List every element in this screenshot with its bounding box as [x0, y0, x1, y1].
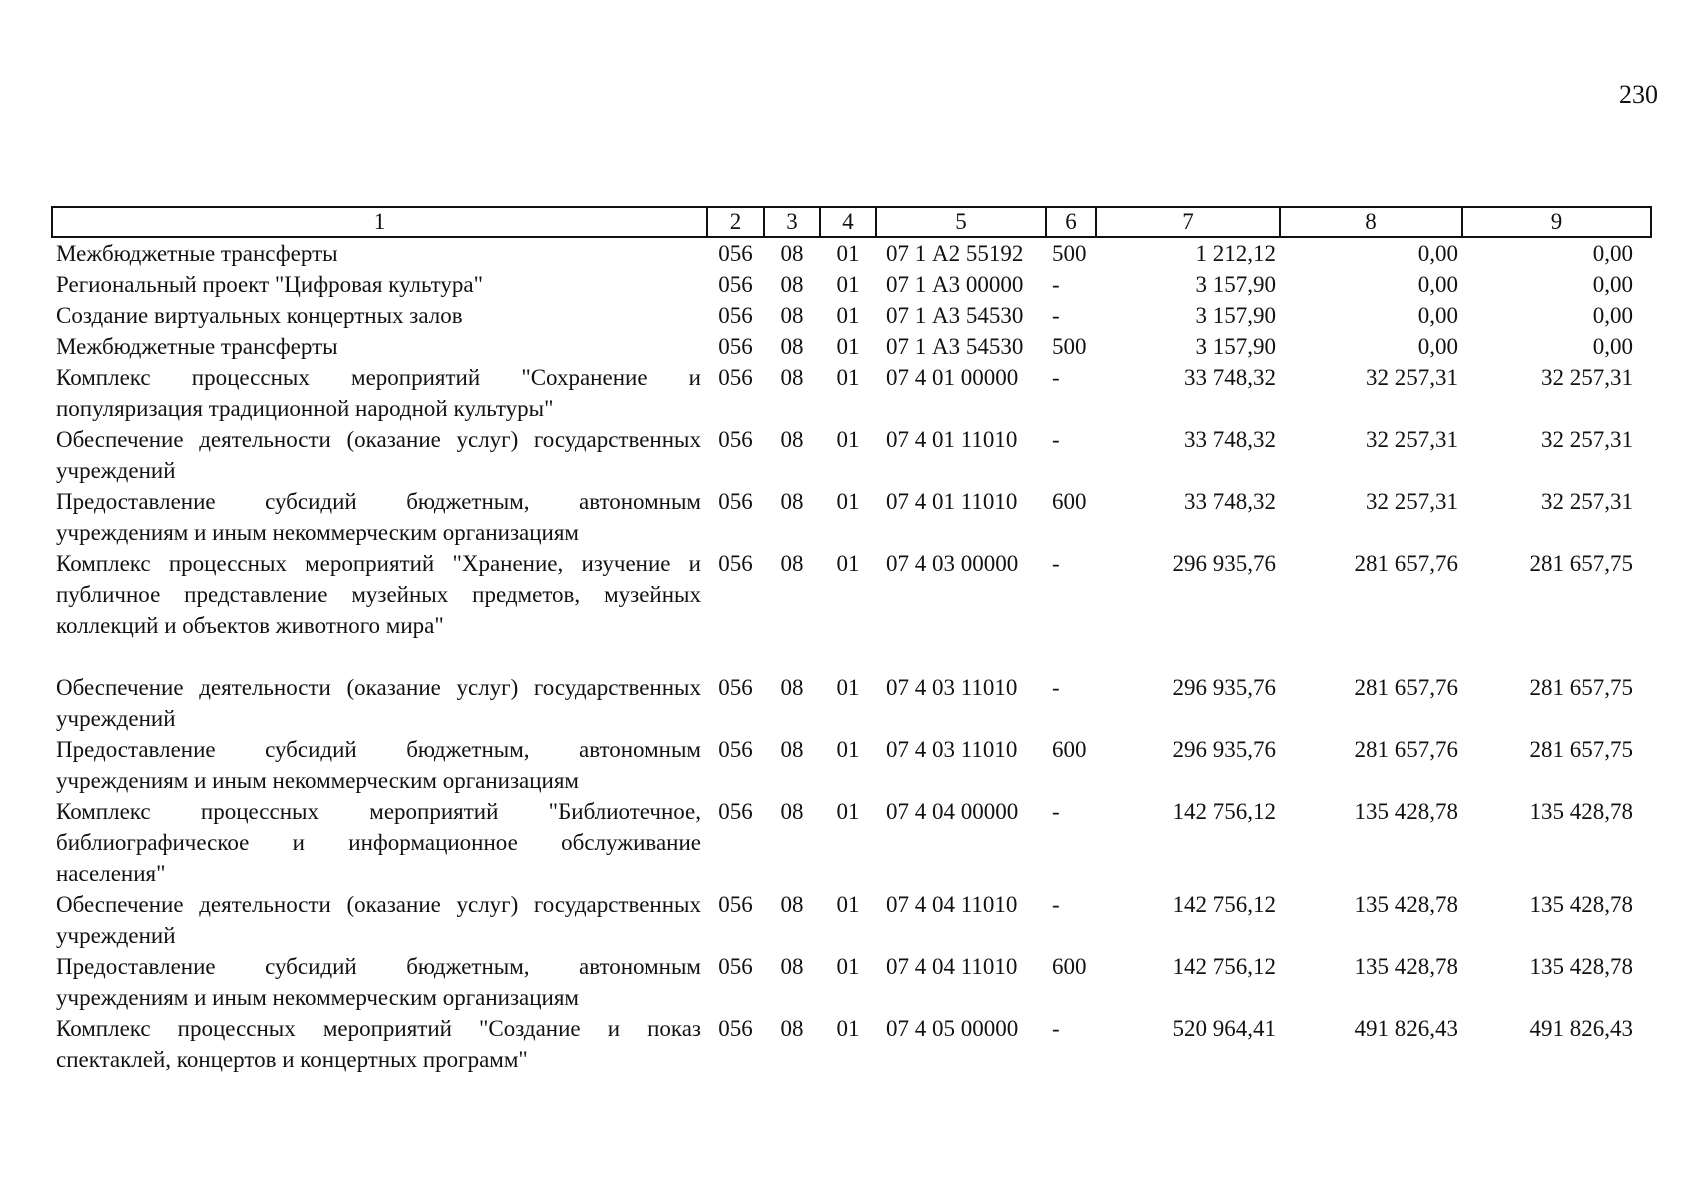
table-cell: 01 [836, 489, 860, 514]
table-cell: 142 756,12 [1172, 892, 1276, 917]
table-cell: - [1052, 892, 1060, 917]
budget-table [51, 206, 1652, 1075]
column-header: 3 [764, 207, 820, 237]
table-cell: - [1052, 799, 1060, 824]
table-cell: 08 [780, 675, 804, 700]
table-cell: 32 257,31 [1366, 489, 1458, 514]
table-cell: 0,00 [1592, 241, 1633, 266]
table-cell: - [1052, 303, 1060, 328]
table-cell: 07 4 01 00000 [886, 365, 1019, 390]
table-cell: 08 [780, 334, 804, 359]
column-header: 6 [1046, 207, 1096, 237]
table-cell: 3 157,90 [1195, 334, 1276, 359]
table-cell: 281 657,76 [1354, 737, 1458, 762]
table-cell: 500 [1052, 334, 1087, 359]
table-cell: 01 [836, 737, 860, 762]
row-label: Межбюджетные трансферты [56, 334, 338, 359]
row-label: Предоставление субсидий бюджетным, автономным учреждениям и иным некоммерческим организациям [56, 954, 701, 1010]
table-cell: 3 157,90 [1195, 303, 1276, 328]
table-row [52, 734, 1651, 796]
table-cell: 01 [836, 241, 860, 266]
table-row [52, 486, 1651, 548]
table-header-row [52, 207, 1651, 237]
table-cell: 0,00 [1592, 334, 1633, 359]
table-cell: 08 [780, 954, 804, 979]
table-cell: 07 1 А3 54530 [886, 334, 1024, 359]
table-cell: 07 4 04 11010 [886, 892, 1018, 917]
table-cell: 281 657,76 [1354, 675, 1458, 700]
table-cell: 07 4 04 00000 [886, 799, 1019, 824]
table-cell: 32 257,31 [1366, 365, 1458, 390]
table-cell: 08 [780, 272, 804, 297]
table-cell: 08 [780, 551, 804, 576]
table-cell: 600 [1052, 489, 1087, 514]
table-cell: 07 4 03 11010 [886, 737, 1018, 762]
table-row [52, 1013, 1651, 1075]
table-cell: 07 1 А2 55192 [886, 241, 1024, 266]
table-cell: 520 964,41 [1172, 1016, 1276, 1041]
table-cell: 08 [780, 489, 804, 514]
table-cell: 01 [836, 334, 860, 359]
table-row [52, 796, 1651, 889]
table-cell: 600 [1052, 954, 1087, 979]
table-cell: 01 [836, 303, 860, 328]
table-cell: 01 [836, 892, 860, 917]
table-row [52, 548, 1651, 672]
table-cell: - [1052, 1016, 1060, 1041]
table-cell: 01 [836, 272, 860, 297]
table-cell: 0,00 [1417, 272, 1458, 297]
table-cell: 08 [780, 892, 804, 917]
table-cell: - [1052, 551, 1060, 576]
table-cell: 3 157,90 [1195, 272, 1276, 297]
column-header: 8 [1280, 207, 1462, 237]
column-header: 7 [1096, 207, 1280, 237]
table-cell: 056 [718, 241, 753, 266]
table-cell: 32 257,31 [1541, 427, 1633, 452]
table-cell: 135 428,78 [1529, 954, 1633, 979]
row-label: Обеспечение деятельности (оказание услуг) государственных учреждений [56, 427, 701, 483]
table-cell: 142 756,12 [1172, 799, 1276, 824]
table-cell: 491 826,43 [1354, 1016, 1458, 1041]
column-header: 9 [1462, 207, 1651, 237]
table-cell: 08 [780, 799, 804, 824]
table-cell: 32 257,31 [1541, 489, 1633, 514]
row-label: Межбюджетные трансферты [56, 241, 338, 266]
table-cell: 056 [718, 675, 753, 700]
table-cell: 01 [836, 799, 860, 824]
row-label: Комплекс процессных мероприятий "Сохранение и популяризация традиционной народной культуры" [56, 365, 701, 421]
table-cell: 07 4 04 11010 [886, 954, 1018, 979]
table-cell: - [1052, 365, 1060, 390]
table-cell: 0,00 [1417, 303, 1458, 328]
table-cell: 08 [780, 303, 804, 328]
table-cell: - [1052, 427, 1060, 452]
table-cell: 33 748,32 [1184, 427, 1276, 452]
table-cell: 0,00 [1592, 303, 1633, 328]
column-header: 1 [52, 207, 707, 237]
table-cell: 296 935,76 [1172, 551, 1276, 576]
table-cell: 135 428,78 [1529, 799, 1633, 824]
table-cell: 056 [718, 427, 753, 452]
table-cell: 056 [718, 551, 753, 576]
table-cell: 01 [836, 675, 860, 700]
table-cell: 01 [836, 427, 860, 452]
table-cell: 07 4 05 00000 [886, 1016, 1019, 1041]
table-row [52, 269, 1651, 300]
table-cell: 296 935,76 [1172, 675, 1276, 700]
table-cell: 500 [1052, 241, 1087, 266]
table-cell: 01 [836, 954, 860, 979]
table-body [52, 237, 1651, 1075]
row-label: Обеспечение деятельности (оказание услуг) государственных учреждений [56, 675, 701, 731]
row-label: Региональный проект "Цифровая культура" [56, 272, 483, 297]
table-cell: 296 935,76 [1172, 737, 1276, 762]
row-label: Комплекс процессных мероприятий "Библиотечное, библиографическое и информационное обслуживание населения" [56, 799, 701, 886]
table-cell: 08 [780, 365, 804, 390]
table-cell: 281 657,75 [1529, 675, 1633, 700]
table-cell: - [1052, 675, 1060, 700]
table-cell: 0,00 [1592, 272, 1633, 297]
row-label: Предоставление субсидий бюджетным, автономным учреждениям и иным некоммерческим организациям [56, 489, 701, 545]
table-cell: 07 4 03 00000 [886, 551, 1019, 576]
table-cell: 056 [718, 1016, 753, 1041]
table-cell: 142 756,12 [1172, 954, 1276, 979]
table-cell: 07 1 А3 00000 [886, 272, 1024, 297]
row-label: Обеспечение деятельности (оказание услуг) государственных учреждений [56, 892, 701, 948]
table-cell: 07 1 А3 54530 [886, 303, 1024, 328]
table-cell: - [1052, 272, 1060, 297]
table-cell: 056 [718, 489, 753, 514]
page-number: 230 [1619, 80, 1658, 109]
table-cell: 07 4 01 11010 [886, 427, 1018, 452]
table-cell: 135 428,78 [1354, 892, 1458, 917]
column-header: 4 [820, 207, 876, 237]
table-cell: 08 [780, 1016, 804, 1041]
table-cell: 32 257,31 [1366, 427, 1458, 452]
table-cell: 08 [780, 241, 804, 266]
table-cell: 056 [718, 303, 753, 328]
table-cell: 600 [1052, 737, 1087, 762]
table-cell: 135 428,78 [1529, 892, 1633, 917]
table-cell: 056 [718, 954, 753, 979]
table-cell: 0,00 [1417, 241, 1458, 266]
table-cell: 01 [836, 365, 860, 390]
table-row [52, 237, 1651, 269]
table-cell: 056 [718, 272, 753, 297]
table-cell: 08 [780, 737, 804, 762]
table-cell: 32 257,31 [1541, 365, 1633, 390]
table-row [52, 889, 1651, 951]
table-row [52, 300, 1651, 331]
column-header: 5 [876, 207, 1046, 237]
table-row [52, 424, 1651, 486]
row-label: Комплекс процессных мероприятий "Хранение, изучение и публичное представление музейных предметов, музейных коллекций и объектов животного мира" [56, 551, 701, 638]
table-cell: 0,00 [1417, 334, 1458, 359]
table-cell: 01 [836, 551, 860, 576]
table-cell: 33 748,32 [1184, 489, 1276, 514]
table-row [52, 672, 1651, 734]
table-cell: 281 657,76 [1354, 551, 1458, 576]
table-cell: 056 [718, 799, 753, 824]
table-cell: 056 [718, 892, 753, 917]
table-cell: 281 657,75 [1529, 551, 1633, 576]
table-cell: 135 428,78 [1354, 954, 1458, 979]
table-cell: 07 4 01 11010 [886, 489, 1018, 514]
row-label: Создание виртуальных концертных залов [56, 303, 463, 328]
table-cell: 1 212,12 [1195, 241, 1276, 266]
row-label: Предоставление субсидий бюджетным, автономным учреждениям и иным некоммерческим организациям [56, 737, 701, 793]
table-cell: 01 [836, 1016, 860, 1041]
table-row [52, 951, 1651, 1013]
table-cell: 135 428,78 [1354, 799, 1458, 824]
table-cell: 33 748,32 [1184, 365, 1276, 390]
table-row [52, 331, 1651, 362]
table-cell: 056 [718, 365, 753, 390]
table-row [52, 362, 1651, 424]
row-label: Комплекс процессных мероприятий "Создание и показ спектаклей, концертов и концертных программ" [56, 1016, 701, 1072]
table-cell: 07 4 03 11010 [886, 675, 1018, 700]
table-cell: 056 [718, 334, 753, 359]
table-cell: 08 [780, 427, 804, 452]
column-header: 2 [707, 207, 764, 237]
table-cell: 281 657,75 [1529, 737, 1633, 762]
table-cell: 491 826,43 [1529, 1016, 1633, 1041]
table-cell: 056 [718, 737, 753, 762]
